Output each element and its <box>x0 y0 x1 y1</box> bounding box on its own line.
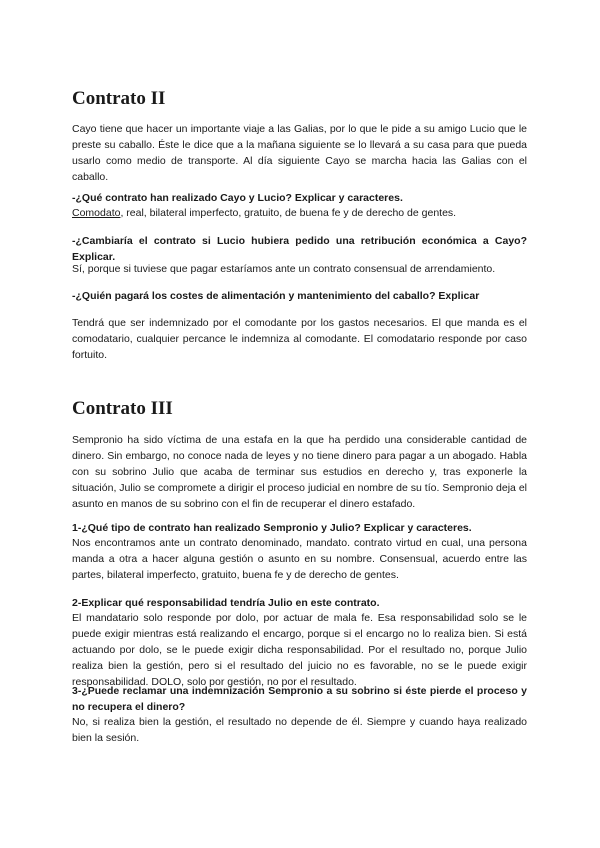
answer: Sí, porque si tuviese que pagar estaríamos ante un contrato consensual de arrendamiento. <box>72 263 496 275</box>
question: -¿Cambiaría el contrato si Lucio hubiera pedido una retribución económica a Cayo? Explicar. <box>72 235 527 263</box>
intro-paragraph: Sempronio ha sido víctima de una estafa en la que ha perdido una considerable cantidad de dinero. Sin embargo, no conoce nada de leyes y no tiene dinero para pagar a un abogado. Habla con su sobrino Julio que acaba de terminar sus estudios en derecho y, tras exponerle la situación, Julio se compromete a dirigir el proceso judicial en nombre de su tío. Sempronio deja el asunto en manos de su sobrino con el fin de recuperar el dinero estafado. <box>72 434 527 510</box>
answer: El mandatario solo responde por dolo, por actuar de mala fe. Esa responsabilidad solo se le puede exigir mientras está realizando el encargo, porque si el encargo no lo realiza bien. Si está actuando por dolo, se le puede exigir dicha responsabilidad. Por el resultado no, porque Julio realiza bien la gestión, pero si el resultado del juicio no es favorable, no se le puede exigir responsabilidad. DOLO, solo por gestión, no por el resultado. <box>72 612 527 688</box>
answer <box>72 205 527 221</box>
answer-text: , real, bilateral imperfecto, gratuito, de buena fe y de derecho de gentes. <box>120 207 457 219</box>
intro-paragraph: Cayo tiene que hacer un importante viaje a las Galias, por lo que le pide a su amigo Lucio que le preste su caballo. Éste le dice que a la mañana siguiente se lo llevará a su casa para que pueda usarlo como medio de transporte. Al día siguiente Cayo se marcha hacia las Galias con el caballo. <box>72 123 527 183</box>
section-title: Contrato II <box>72 88 166 109</box>
answer: No, si realiza bien la gestión, el resultado no depende de él. Siempre y cuando haya realizado bien la sesión. <box>72 716 527 744</box>
underlined-term: Comodato <box>72 207 121 219</box>
answer: Tendrá que ser indemnizado por el comodante por los gastos necesarios. El que manda es el comodatario, cualquier percance le indemniza al comodante. El comodatario responde por caso fortuito. <box>72 317 527 361</box>
question: 2-Explicar qué responsabilidad tendría Julio en este contrato. <box>72 597 380 609</box>
question: 3-¿Puede reclamar una indemnización Sempronio a su sobrino si éste pierde el proceso y no recupera el dinero? <box>72 685 527 713</box>
question: -¿Quién pagará los costes de alimentación y mantenimiento del caballo? Explicar <box>72 290 480 302</box>
document-page <box>72 0 527 848</box>
question: -¿Qué contrato han realizado Cayo y Lucio? Explicar y caracteres. <box>72 192 403 204</box>
section-title: Contrato III <box>72 398 173 419</box>
question: 1-¿Qué tipo de contrato han realizado Sempronio y Julio? Explicar y caracteres. <box>72 522 472 534</box>
answer: Nos encontramos ante un contrato denominado, mandato. contrato virtud en cual, una persona manda a otra a hacer alguna gestión o asunto en su nombre. Consensual, acuerdo entre las partes, bilateral imperfecto, gratuito, buena fe y de derecho de gentes. <box>72 537 527 581</box>
